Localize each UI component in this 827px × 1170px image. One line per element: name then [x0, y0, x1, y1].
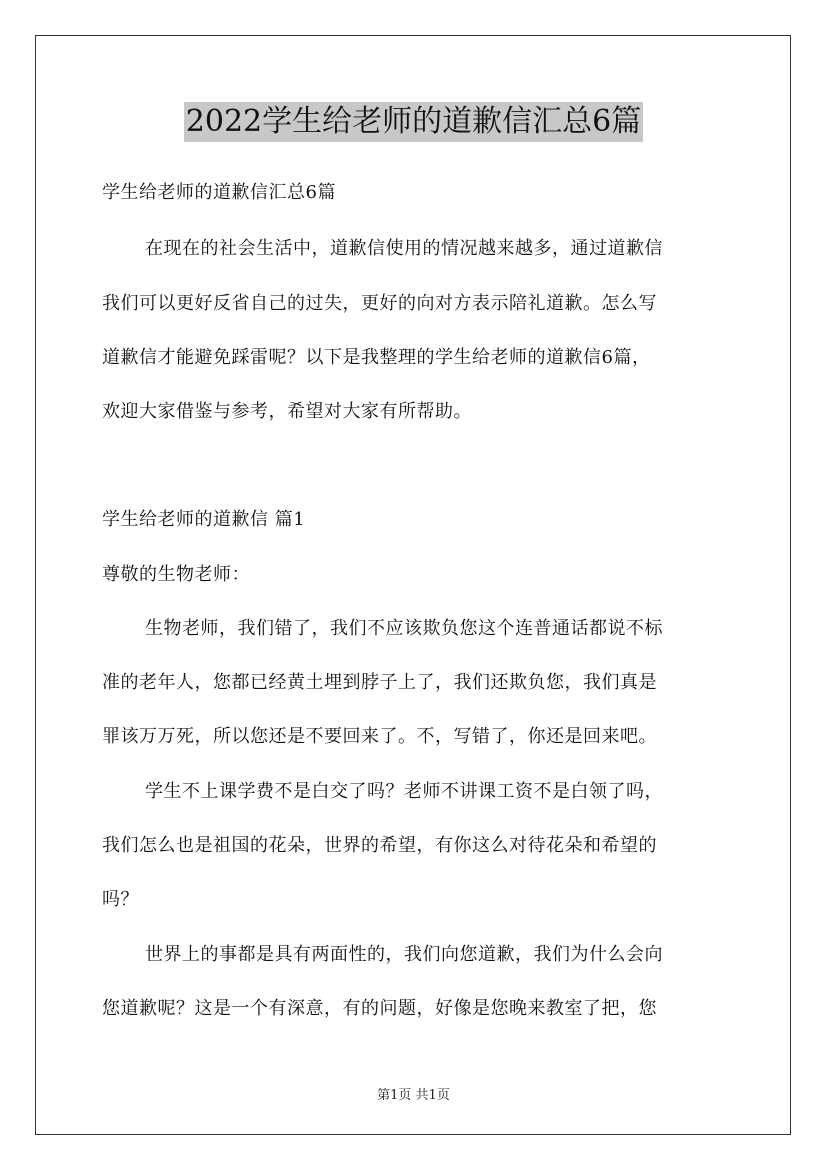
intro-line: 欢迎大家借鉴与参考，希望对大家有所帮助。	[102, 401, 472, 422]
document-subtitle: 学生给老师的道歉信汇总6篇	[102, 182, 336, 203]
salutation: 尊敬的生物老师：	[102, 564, 250, 585]
paragraph-line: 我们怎么也是祖国的花朵，世界的希望，有你这么对待花朵和希望的	[102, 835, 657, 856]
paragraph-line: 世界上的事都是具有两面性的，我们向您道歉，我们为什么会向	[145, 944, 663, 965]
title-container	[0, 102, 827, 142]
paragraph-line: 准的老年人，您都已经黄土埋到脖子上了，我们还欺负您，我们真是	[102, 672, 657, 693]
intro-line: 道歉信才能避免踩雷呢？以下是我整理的学生给老师的道歉信6篇，	[102, 347, 651, 368]
page-footer: 第1页 共1页	[377, 1088, 450, 1103]
section-heading: 学生给老师的道歉信 篇1	[102, 509, 306, 530]
paragraph-line: 罪该万万死，所以您还是不要回来了。不，写错了，你还是回来吧。	[102, 726, 657, 747]
paragraph-line: 吗？	[102, 889, 139, 910]
intro-line: 在现在的社会生活中，道歉信使用的情况越来越多，通过道歉信	[145, 238, 663, 259]
paragraph-line: 生物老师，我们错了，我们不应该欺负您这个连普通话都说不标	[145, 618, 663, 639]
paragraph-line: 学生不上课学费不是白交了吗？老师不讲课工资不是白领了吗，	[145, 781, 663, 802]
paragraph-line: 您道歉呢？这是一个有深意，有的问题，好像是您晚来教室了把，您	[102, 998, 657, 1019]
document-title: 2022学生给老师的道歉信汇总6篇	[184, 102, 643, 142]
intro-line: 我们可以更好反省自己的过失，更好的向对方表示陪礼道歉。怎么写	[102, 293, 657, 314]
